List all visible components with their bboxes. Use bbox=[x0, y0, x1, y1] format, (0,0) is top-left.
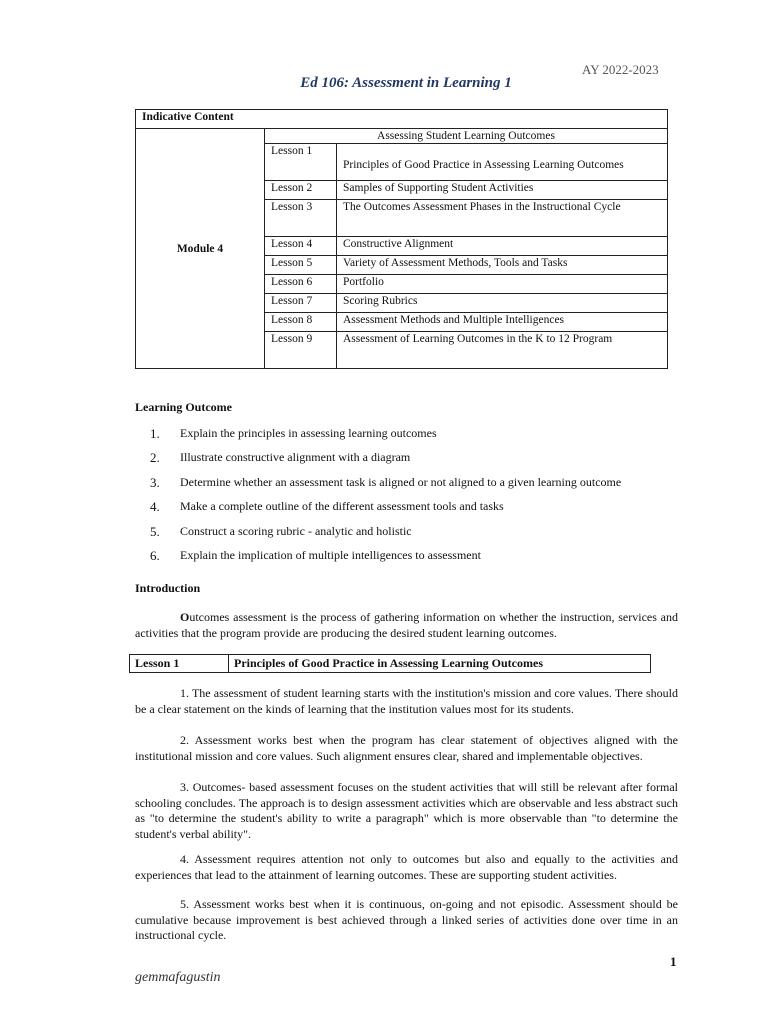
list-text: Determine whether an assessment task is aligned or not aligned to a given learning outcome bbox=[180, 474, 622, 489]
principle-paragraph: 3. Outcomes- based assessment focuses on the student activities that will still be relevant after formal schooling concludes. The approach is to design assessment activities which are observable and less abstract such as "to determine the student's ability to write a paragraph" which is more observable than "to determine the student's verbal ability". bbox=[135, 780, 678, 841]
lesson-title: Scoring Rubrics bbox=[337, 294, 668, 313]
list-number: 1. bbox=[150, 426, 160, 441]
author-footer: gemmafagustin bbox=[135, 970, 221, 985]
principle-paragraph: 4. Assessment requires attention not only to outcomes but also and equally to the activities and experiences that lead to the attainment of learning outcomes. These are supporting student activities. bbox=[135, 852, 678, 882]
list-text: Make a complete outline of the different assessment tools and tasks bbox=[180, 499, 504, 514]
introduction-text: utcomes assessment is the process of gathering information on whether the instruction, services and activities that the program provide are producing the desired student learning outcomes. bbox=[135, 610, 678, 640]
principle-paragraph: 5. Assessment works best when it is continuous, on-going and not episodic. Assessment should be cumulative because improvement is best achieved through a linked series of activities done over time in an instructional cycle. bbox=[135, 897, 678, 942]
list-text: Construct a scoring rubric - analytic and holistic bbox=[180, 523, 412, 538]
page-number: 1 bbox=[670, 954, 677, 969]
lesson-number: Lesson 3 bbox=[265, 200, 337, 237]
principle-paragraph: 2. Assessment works best when the program has clear statement of objectives aligned with the institutional mission and core values. Such alignment ensures clear, shared and implementable objectives. bbox=[135, 733, 678, 763]
lesson1-label: Lesson 1 bbox=[130, 655, 229, 673]
principle-paragraph: 1. The assessment of student learning starts with the institution's mission and core values. There should be a clear statement on the kinds of learning that the institution values most for its students. bbox=[135, 686, 678, 716]
list-number: 3. bbox=[150, 474, 160, 490]
list-item bbox=[150, 475, 621, 499]
list-text: Explain the implication of multiple intelligences to assessment bbox=[180, 547, 481, 562]
lesson-number: Lesson 1 bbox=[265, 144, 337, 181]
lesson-number: Lesson 2 bbox=[265, 181, 337, 200]
lesson-title: Principles of Good Practice in Assessing Learning Outcomes bbox=[337, 144, 668, 181]
list-number: 6. bbox=[150, 547, 160, 563]
lesson-title: Samples of Supporting Student Activities bbox=[337, 181, 668, 200]
indicative-content-table bbox=[135, 109, 668, 369]
indicative-content-heading: Indicative Content bbox=[136, 110, 668, 129]
list-number: 5. bbox=[150, 523, 160, 539]
lesson-number: Lesson 9 bbox=[265, 332, 337, 369]
list-number: 2. bbox=[150, 450, 160, 466]
list-text: Illustrate constructive alignment with a diagram bbox=[180, 450, 411, 465]
lesson1-header-table bbox=[129, 654, 651, 673]
lesson-number: Lesson 7 bbox=[265, 294, 337, 313]
list-item bbox=[150, 450, 621, 474]
list-item bbox=[150, 548, 621, 572]
document-title: Ed 106: Assessment in Learning 1 bbox=[300, 75, 512, 91]
module-label: Module 4 bbox=[136, 129, 265, 369]
lesson-title: Assessment Methods and Multiple Intelligences bbox=[337, 313, 668, 332]
lesson-number: Lesson 4 bbox=[265, 237, 337, 256]
lesson-title: Variety of Assessment Methods, Tools and Tasks bbox=[337, 256, 668, 275]
drop-letter: O bbox=[180, 610, 190, 624]
list-text: Explain the principles in assessing learning outcomes bbox=[180, 426, 437, 440]
academic-year: AY 2022-2023 bbox=[582, 62, 659, 77]
lesson-title: The Outcomes Assessment Phases in the Instructional Cycle bbox=[337, 200, 668, 237]
list-item bbox=[150, 426, 621, 450]
lesson-number: Lesson 5 bbox=[265, 256, 337, 275]
list-number: 4. bbox=[150, 499, 160, 515]
lesson-title: Assessment of Learning Outcomes in the K to 12 Program bbox=[337, 332, 668, 369]
lesson-number: Lesson 8 bbox=[265, 313, 337, 332]
lesson-title: Portfolio bbox=[337, 275, 668, 294]
introduction-paragraph bbox=[135, 610, 678, 641]
introduction-heading: Introduction bbox=[135, 581, 201, 595]
lesson1-title: Principles of Good Practice in Assessing Learning Outcomes bbox=[229, 655, 651, 673]
module-topic: Assessing Student Learning Outcomes bbox=[265, 129, 668, 144]
lesson-title: Constructive Alignment bbox=[337, 237, 668, 256]
learning-outcome-heading: Learning Outcome bbox=[135, 400, 232, 414]
list-item bbox=[150, 524, 621, 548]
learning-outcome-list bbox=[150, 426, 621, 572]
lesson-number: Lesson 6 bbox=[265, 275, 337, 294]
list-item bbox=[150, 499, 621, 523]
